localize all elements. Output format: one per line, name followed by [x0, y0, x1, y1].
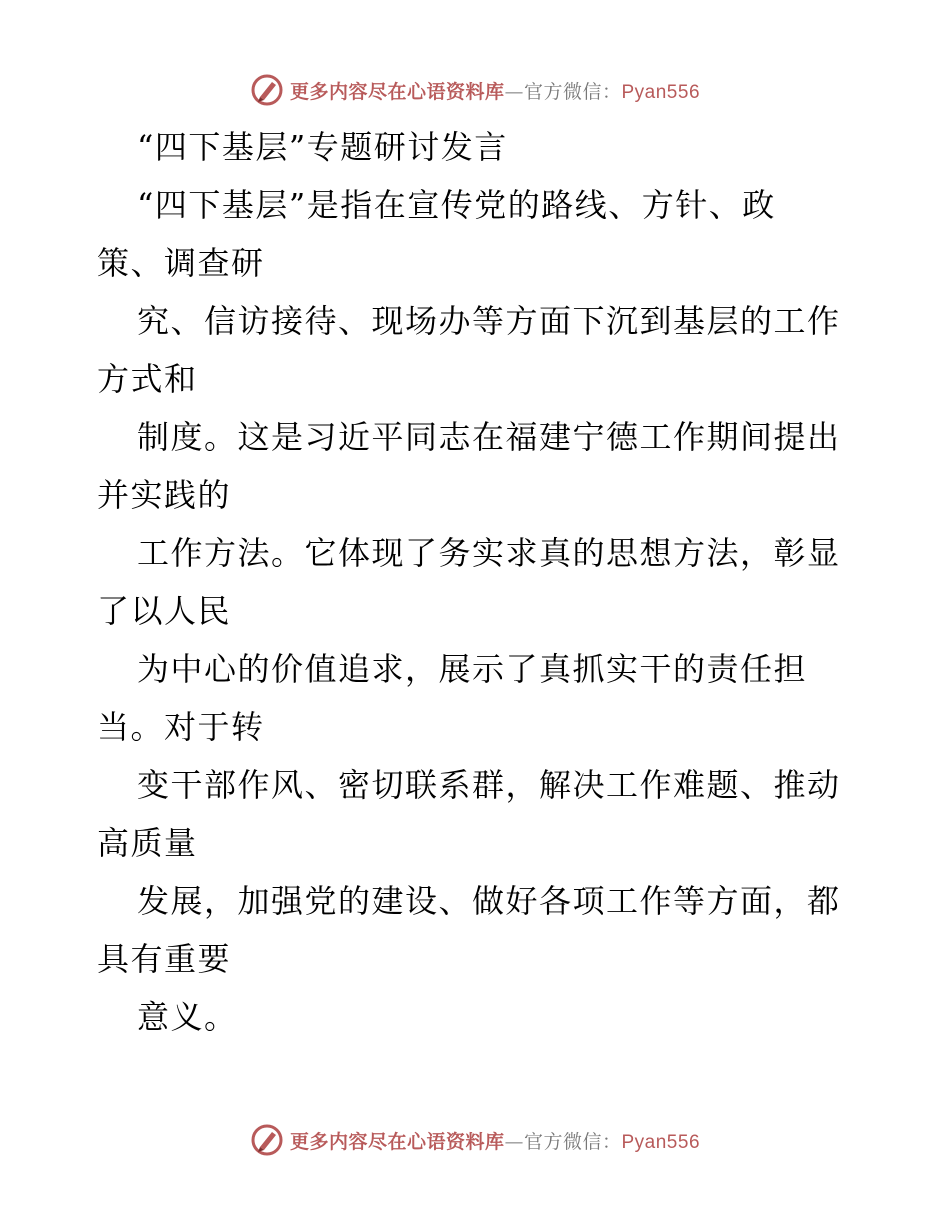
watermark-wechat-label: 官方微信：: [523, 80, 622, 103]
paragraph-line: 变干部作风、密切联系群，解决工作难题、推动: [137, 766, 841, 804]
watermark-wechat-id: Pyan556: [621, 1131, 701, 1153]
watermark-text: [290, 77, 700, 104]
paragraph-line: 并实践的: [97, 476, 232, 514]
header-watermark: [0, 70, 950, 110]
paragraph-line: 制度。这是习近平同志在福建宁德工作期间提出: [137, 418, 841, 456]
watermark-text: [290, 1127, 700, 1154]
paragraph-line: 方式和: [97, 360, 198, 398]
watermark-dash: —: [504, 80, 524, 103]
watermark-main: 更多内容尽在心语资料库: [289, 80, 505, 103]
paragraph-line: 发展，加强党的建设、做好各项工作等方面，都: [137, 882, 841, 920]
paragraph-line: 究、信访接待、现场办等方面下沉到基层的工作: [137, 302, 841, 340]
paragraph-line: 意义。: [137, 998, 238, 1036]
watermark-dash: —: [504, 1130, 524, 1153]
watermark-wechat-label: 官方微信：: [523, 1130, 622, 1153]
watermark-wechat-id: Pyan556: [621, 81, 701, 103]
paragraph-line: 为中心的价值追求，展示了真抓实干的责任担: [137, 650, 808, 688]
pen-logo-icon: [250, 1123, 284, 1157]
pen-logo-icon: [250, 73, 284, 107]
paragraph-line: 高质量: [97, 824, 198, 862]
paragraph-line: 了以人民: [97, 592, 232, 630]
paragraph-line: 当。对于转: [97, 708, 265, 746]
paragraph-line: 工作方法。它体现了务实求真的思想方法，彰显: [137, 534, 841, 572]
paragraph-line: 具有重要: [97, 940, 232, 978]
paragraph-line: 策、调查研: [97, 244, 265, 282]
watermark-main: 更多内容尽在心语资料库: [289, 1130, 505, 1153]
document-title: “四下基层”专题研讨发言: [137, 128, 508, 166]
document-body: [97, 118, 867, 1046]
footer-watermark: [0, 1120, 950, 1160]
paragraph-line: “四下基层”是指在宣传党的路线、方针、政: [137, 186, 776, 224]
